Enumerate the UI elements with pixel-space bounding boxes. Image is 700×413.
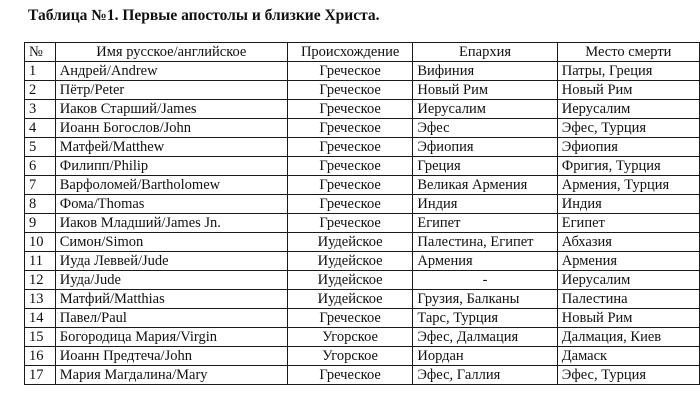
cell-eparchy: Индия <box>413 195 557 214</box>
cell-origin: Иудейское <box>287 271 412 290</box>
cell-eparchy: Вифиния <box>413 62 557 81</box>
cell-num: 9 <box>25 214 56 233</box>
cell-death-place: Египет <box>557 214 699 233</box>
cell-eparchy: Египет <box>413 214 557 233</box>
cell-death-place: Фригия, Турция <box>557 157 699 176</box>
cell-death-place: Эфес, Турция <box>557 366 699 385</box>
cell-name: Матфий/Matthias <box>55 290 287 309</box>
table-row <box>25 81 700 100</box>
cell-name: Иуда/Jude <box>55 271 287 290</box>
cell-eparchy: Новый Рим <box>413 81 557 100</box>
cell-origin: Греческое <box>287 62 412 81</box>
table-body <box>25 62 700 385</box>
cell-origin: Греческое <box>287 309 412 328</box>
cell-num: 7 <box>25 176 56 195</box>
cell-origin: Греческое <box>287 214 412 233</box>
cell-death-place: Армения <box>557 252 699 271</box>
cell-num: 6 <box>25 157 56 176</box>
cell-death-place: Патры, Греция <box>557 62 699 81</box>
cell-eparchy: Эфес, Далмация <box>413 328 557 347</box>
cell-num: 1 <box>25 62 56 81</box>
cell-origin: Иудейское <box>287 290 412 309</box>
cell-eparchy: - <box>413 271 557 290</box>
cell-eparchy: Эфиопия <box>413 138 557 157</box>
cell-num: 11 <box>25 252 56 271</box>
cell-eparchy: Великая Армения <box>413 176 557 195</box>
cell-num: 8 <box>25 195 56 214</box>
table-row <box>25 290 700 309</box>
cell-num: 4 <box>25 119 56 138</box>
cell-eparchy: Греция <box>413 157 557 176</box>
cell-name: Павел/Paul <box>55 309 287 328</box>
cell-name: Мария Магдалина/Mary <box>55 366 287 385</box>
header-origin: Происхождение <box>287 43 412 62</box>
cell-death-place: Эфес, Турция <box>557 119 699 138</box>
cell-eparchy: Грузия, Балканы <box>413 290 557 309</box>
header-death-place: Место смерти <box>557 43 699 62</box>
cell-name: Иоанн Предтеча/John <box>55 347 287 366</box>
cell-eparchy: Иордан <box>413 347 557 366</box>
cell-name: Симон/Simon <box>55 233 287 252</box>
cell-origin: Греческое <box>287 119 412 138</box>
cell-eparchy: Палестина, Египет <box>413 233 557 252</box>
cell-origin: Греческое <box>287 195 412 214</box>
cell-death-place: Новый Рим <box>557 81 699 100</box>
cell-origin: Греческое <box>287 138 412 157</box>
cell-origin: Угорское <box>287 328 412 347</box>
cell-num: 3 <box>25 100 56 119</box>
cell-name: Иаков Старший/James <box>55 100 287 119</box>
page-title: Таблица №1. Первые апостолы и близкие Христа. <box>28 7 380 24</box>
cell-death-place: Эфиопия <box>557 138 699 157</box>
cell-origin: Греческое <box>287 81 412 100</box>
table-row <box>25 233 700 252</box>
cell-eparchy: Тарс, Турция <box>413 309 557 328</box>
table-header-row <box>25 43 700 62</box>
cell-death-place: Далмация, Киев <box>557 328 699 347</box>
table-row <box>25 214 700 233</box>
cell-death-place: Палестина <box>557 290 699 309</box>
cell-num: 12 <box>25 271 56 290</box>
table-row <box>25 252 700 271</box>
cell-death-place: Иерусалим <box>557 271 699 290</box>
cell-eparchy: Эфес, Галлия <box>413 366 557 385</box>
cell-name: Иаков Младший/James Jn. <box>55 214 287 233</box>
cell-death-place: Иерусалим <box>557 100 699 119</box>
cell-num: 5 <box>25 138 56 157</box>
cell-num: 16 <box>25 347 56 366</box>
cell-origin: Иудейское <box>287 252 412 271</box>
cell-origin: Иудейское <box>287 233 412 252</box>
table-row <box>25 347 700 366</box>
cell-num: 17 <box>25 366 56 385</box>
table-row <box>25 366 700 385</box>
table-row <box>25 157 700 176</box>
cell-name: Иоанн Богослов/John <box>55 119 287 138</box>
cell-name: Пётр/Peter <box>55 81 287 100</box>
cell-death-place: Дамаск <box>557 347 699 366</box>
cell-origin: Греческое <box>287 100 412 119</box>
cell-origin: Греческое <box>287 157 412 176</box>
cell-name: Андрей/Andrew <box>55 62 287 81</box>
table-row <box>25 119 700 138</box>
cell-num: 2 <box>25 81 56 100</box>
header-name: Имя русское/английское <box>55 43 287 62</box>
cell-name: Богородица Мария/Virgin <box>55 328 287 347</box>
table-row <box>25 62 700 81</box>
cell-origin: Греческое <box>287 366 412 385</box>
cell-name: Иуда Леввей/Jude <box>55 252 287 271</box>
table-row <box>25 309 700 328</box>
table-row <box>25 100 700 119</box>
table-row <box>25 195 700 214</box>
cell-origin: Греческое <box>287 176 412 195</box>
cell-origin: Угорское <box>287 347 412 366</box>
table-row <box>25 328 700 347</box>
cell-name: Филипп/Philip <box>55 157 287 176</box>
cell-death-place: Армения, Турция <box>557 176 699 195</box>
header-eparchy: Епархия <box>413 43 557 62</box>
cell-death-place: Новый Рим <box>557 309 699 328</box>
cell-name: Фома/Thomas <box>55 195 287 214</box>
apostles-table <box>24 42 700 385</box>
cell-death-place: Абхазия <box>557 233 699 252</box>
cell-num: 14 <box>25 309 56 328</box>
table-row <box>25 271 700 290</box>
table-row <box>25 176 700 195</box>
cell-name: Матфей/Matthew <box>55 138 287 157</box>
header-num: № <box>25 43 56 62</box>
cell-death-place: Индия <box>557 195 699 214</box>
cell-name: Варфоломей/Bartholomew <box>55 176 287 195</box>
cell-num: 15 <box>25 328 56 347</box>
cell-eparchy: Иерусалим <box>413 100 557 119</box>
cell-eparchy: Эфес <box>413 119 557 138</box>
cell-num: 13 <box>25 290 56 309</box>
cell-num: 10 <box>25 233 56 252</box>
table-row <box>25 138 700 157</box>
cell-eparchy: Армения <box>413 252 557 271</box>
